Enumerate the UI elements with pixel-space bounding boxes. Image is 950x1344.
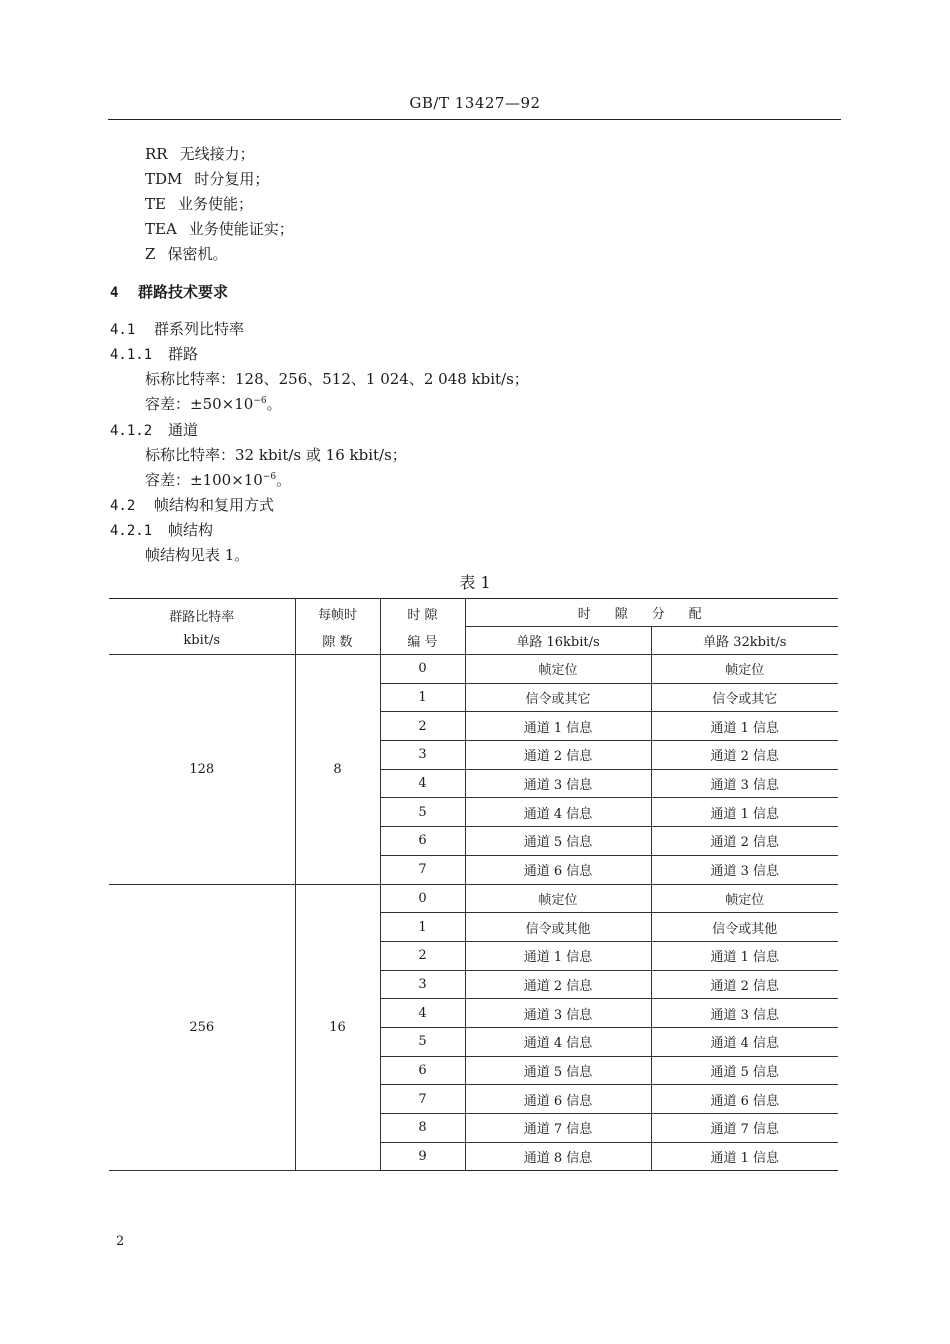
slot-number-cell: 6	[380, 1056, 465, 1085]
slot-32k-cell: 通道 1 信息	[651, 1142, 838, 1171]
slot-number-cell: 0	[380, 655, 465, 684]
header-number-line1: 时 隙	[407, 607, 438, 623]
slot-number-cell: 5	[380, 1027, 465, 1056]
subsection-number: 4.2.1	[110, 523, 153, 539]
slot-32k-cell: 通道 3 信息	[651, 855, 838, 884]
abbreviation-code: Z	[145, 245, 156, 263]
abbreviation-meaning: 保密机。	[167, 245, 228, 263]
abbreviation-meaning: 时分复用；	[194, 170, 270, 188]
rate-cell: 256	[109, 884, 295, 1171]
slot-16k-cell: 信令或其它	[465, 683, 651, 712]
slot-number-cell: 4	[380, 999, 465, 1028]
paragraph-line	[145, 469, 291, 490]
abbreviation-meaning: 业务使能证实；	[188, 220, 294, 238]
slot-16k-cell: 通道 1 信息	[465, 712, 651, 741]
subsection-title: 帧结构和复用方式	[154, 496, 275, 514]
slot-32k-cell: 通道 3 信息	[651, 769, 838, 798]
slot-32k-cell: 通道 6 信息	[651, 1085, 838, 1114]
table-row	[109, 884, 838, 913]
section-heading	[110, 281, 228, 302]
slot-number-cell: 4	[380, 769, 465, 798]
tolerance-end: 。	[276, 471, 292, 489]
slot-32k-cell: 通道 1 信息	[651, 798, 838, 827]
slot-number-cell: 3	[380, 970, 465, 999]
slot-number-cell: 7	[380, 855, 465, 884]
slot-16k-cell: 帧定位	[465, 884, 651, 913]
subsection-heading	[110, 519, 213, 540]
slot-32k-cell: 通道 7 信息	[651, 1114, 838, 1143]
header-16k-cell: 单路 16kbit/s	[465, 627, 651, 655]
subsection-heading	[110, 494, 274, 515]
slot-number-cell: 1	[380, 683, 465, 712]
slot-16k-cell: 通道 5 信息	[465, 1056, 651, 1085]
slot-32k-cell: 通道 2 信息	[651, 970, 838, 999]
slot-16k-cell: 通道 6 信息	[465, 1085, 651, 1114]
slot-number-cell: 3	[380, 741, 465, 770]
subsection-number: 4.2	[110, 498, 136, 514]
header-number-line2: 编 号	[407, 634, 438, 650]
subsection-heading	[110, 419, 198, 440]
slot-number-cell: 6	[380, 827, 465, 856]
slot-32k-cell: 通道 4 信息	[651, 1027, 838, 1056]
subsection-title: 帧结构	[168, 521, 214, 539]
slot-16k-cell: 通道 4 信息	[465, 1027, 651, 1056]
tolerance-text: 容差：±100×10	[145, 471, 263, 489]
slot-32k-cell: 信令或其他	[651, 913, 838, 942]
slot-16k-cell: 通道 4 信息	[465, 798, 651, 827]
abbreviation-code: TDM	[145, 170, 183, 188]
slot-16k-cell: 帧定位	[465, 655, 651, 684]
paragraph-line: 标称比特率：32 kbit/s 或 16 kbit/s；	[145, 446, 407, 464]
slot-number-cell: 1	[380, 913, 465, 942]
paragraph-line: 标称比特率：128、256、512、1 024、2 048 kbit/s；	[145, 370, 529, 388]
slot-32k-cell: 通道 1 信息	[651, 941, 838, 970]
header-rate-line2: kbit/s	[183, 632, 221, 648]
slot-16k-cell: 通道 3 信息	[465, 769, 651, 798]
header-allocation-label: 时隙分配	[577, 607, 726, 622]
slot-number-cell: 2	[380, 941, 465, 970]
header-slots-line2: 隙 数	[322, 634, 353, 650]
tolerance-exponent: −6	[253, 396, 267, 406]
header-32k-cell: 单路 32kbit/s	[651, 627, 838, 655]
abbreviation-item	[145, 193, 253, 214]
header-rule	[108, 119, 841, 120]
subsection-heading	[110, 343, 198, 364]
tolerance-text: 容差：±50×10	[145, 395, 254, 413]
slot-number-cell: 2	[380, 712, 465, 741]
abbreviation-meaning: 业务使能；	[177, 195, 253, 213]
slot-32k-cell: 通道 3 信息	[651, 999, 838, 1028]
abbreviation-code: TE	[145, 195, 166, 213]
header-rate-line1: 群路比特率	[169, 609, 235, 625]
paragraph-line: 帧结构见表 1。	[145, 546, 250, 564]
header-rate-cell	[109, 599, 295, 655]
tolerance-end: 。	[266, 395, 282, 413]
section-title: 群路技术要求	[138, 283, 229, 301]
abbreviation-code: TEA	[145, 220, 177, 238]
abbreviation-code: RR	[145, 145, 168, 163]
subsection-heading	[110, 318, 244, 339]
table-caption: 表 1	[459, 573, 491, 592]
slot-16k-cell: 通道 6 信息	[465, 855, 651, 884]
header-slots-line1: 每帧时	[317, 607, 357, 623]
slot-number-cell: 0	[380, 884, 465, 913]
subsection-number: 4.1	[110, 322, 136, 338]
abbreviation-meaning: 无线接力；	[179, 145, 255, 163]
abbreviation-item	[145, 168, 269, 189]
abbreviation-item	[145, 218, 294, 239]
slot-16k-cell: 通道 2 信息	[465, 970, 651, 999]
slot-32k-cell: 通道 2 信息	[651, 741, 838, 770]
tolerance-exponent: −6	[262, 472, 277, 482]
slot-16k-cell: 通道 3 信息	[465, 999, 651, 1028]
subsection-number: 4.1.2	[110, 423, 153, 439]
slot-number-cell: 5	[380, 798, 465, 827]
slot-32k-cell: 通道 5 信息	[651, 1056, 838, 1085]
slot-number-cell: 7	[380, 1085, 465, 1114]
paragraph-line	[145, 393, 282, 414]
rate-cell: 128	[109, 655, 295, 885]
slot-16k-cell: 通道 8 信息	[465, 1142, 651, 1171]
subsection-title: 通道	[168, 421, 199, 439]
slot-32k-cell: 帧定位	[651, 884, 838, 913]
slot-32k-cell: 通道 1 信息	[651, 712, 838, 741]
frame-structure-table	[109, 598, 838, 1171]
header-allocation-cell	[465, 599, 838, 627]
slot-32k-cell: 信令或其它	[651, 683, 838, 712]
header-slots-cell	[295, 599, 380, 655]
slots-cell: 16	[295, 884, 380, 1171]
slot-16k-cell: 通道 1 信息	[465, 941, 651, 970]
abbreviation-item	[145, 243, 227, 264]
slot-32k-cell: 帧定位	[651, 655, 838, 684]
subsection-title: 群路	[168, 345, 199, 363]
subsection-number: 4.1.1	[110, 347, 153, 363]
slot-32k-cell: 通道 2 信息	[651, 827, 838, 856]
subsection-title: 群系列比特率	[154, 320, 245, 338]
slot-16k-cell: 通道 7 信息	[465, 1114, 651, 1143]
abbreviation-item	[145, 143, 255, 164]
slot-number-cell: 8	[380, 1114, 465, 1143]
slot-16k-cell: 通道 5 信息	[465, 827, 651, 856]
section-number: 4	[110, 285, 119, 301]
document-header: GB/T 13427—92	[409, 94, 541, 112]
table-row	[109, 655, 838, 684]
slot-16k-cell: 通道 2 信息	[465, 741, 651, 770]
header-number-cell	[380, 599, 465, 655]
slots-cell: 8	[295, 655, 380, 885]
page-number: 2	[116, 1234, 125, 1249]
slot-number-cell: 9	[380, 1142, 465, 1171]
slot-16k-cell: 信令或其他	[465, 913, 651, 942]
